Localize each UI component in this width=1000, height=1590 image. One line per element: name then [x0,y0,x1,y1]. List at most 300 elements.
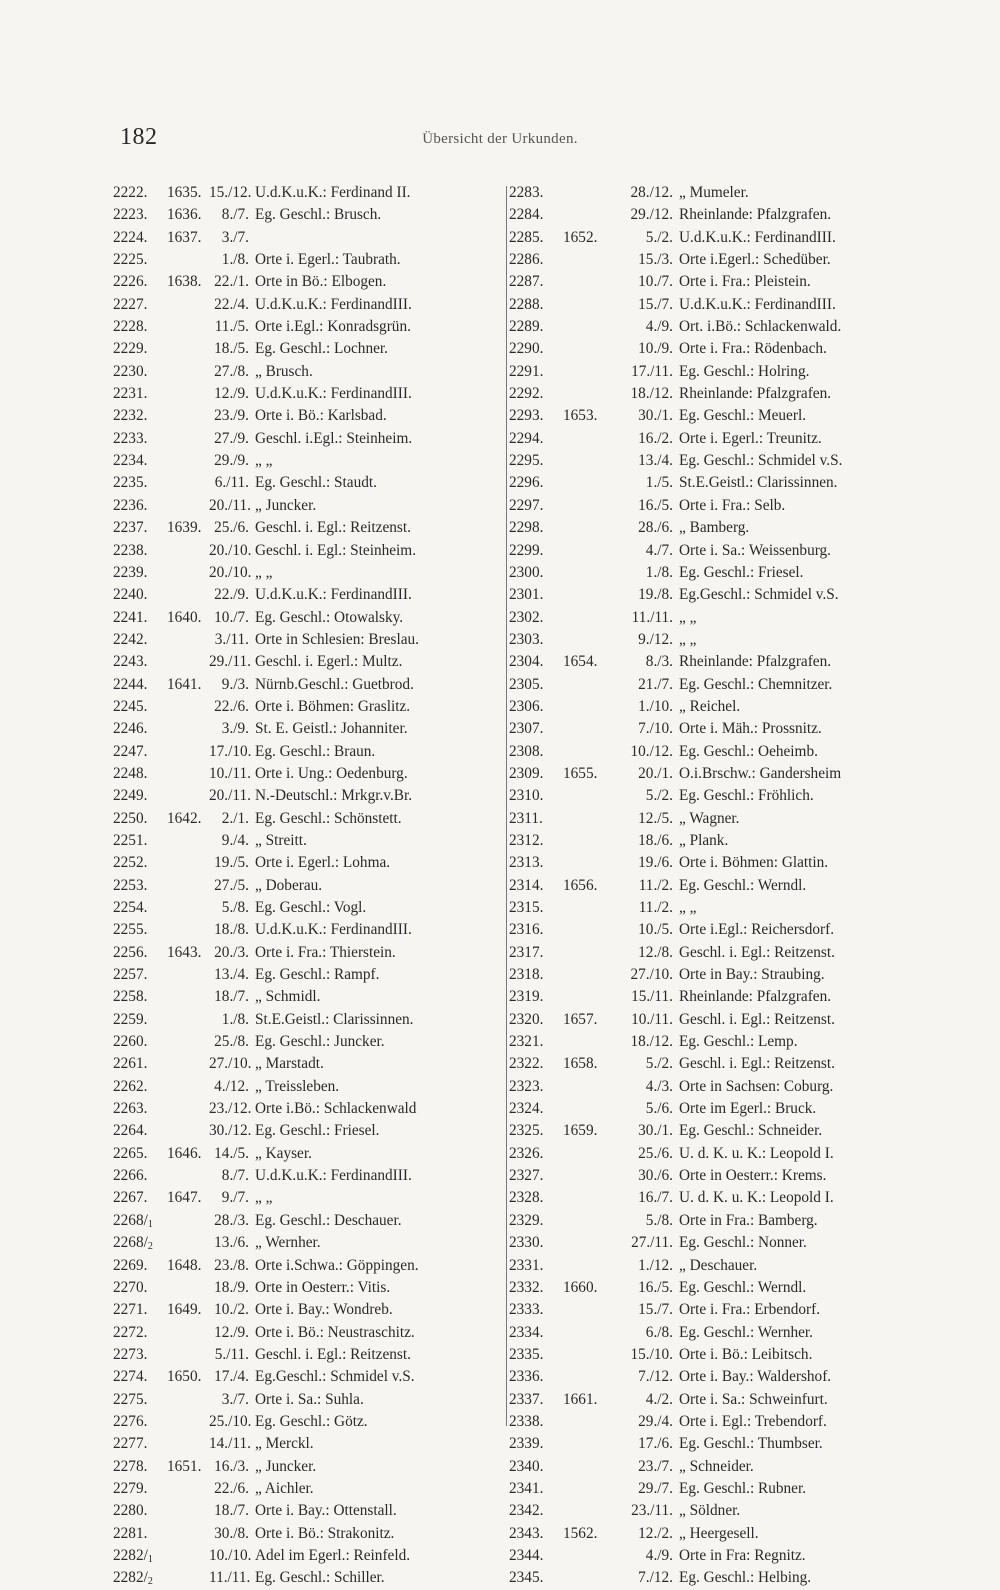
entry-description: Orte i. Egerl.: Taubrath. [255,251,401,269]
entry-number-text: 2278. [113,1457,148,1475]
entry-year [563,1433,605,1455]
entry-description: Eg. Geschl.: Schneider. [679,1122,823,1140]
entry-date: 27./11. [631,1234,673,1252]
entry-number [509,1277,563,1299]
entry-number [509,629,563,651]
entry-number [509,986,563,1008]
register-entry [509,517,909,539]
entry-year [563,338,605,360]
entry-year [167,1076,209,1098]
entry-year: 1653. [563,407,598,425]
entry-year: 1640. [167,608,202,626]
entry-date: 11./11. [631,608,673,626]
entry-number [509,1299,563,1321]
entry-number-text: 2263. [113,1100,148,1118]
entry-description: Geschl. i. Egl.: Reitzenst. [679,1055,835,1073]
entry-year: 1648. [167,1256,202,1274]
entry-description: „ „ [255,452,273,470]
entry-number [509,1411,563,1433]
entry-date: 20./10. [209,541,252,559]
entry-number-text: 2307. [509,720,544,738]
register-entry [113,651,505,673]
entry-number [113,1567,167,1589]
entry-number [113,651,167,673]
entry-number [509,1076,563,1098]
register-entry [113,1366,505,1388]
entry-description: Rheinlande: Pfalzgrafen. [679,385,832,403]
register-entry [113,674,505,696]
entry-number [509,1143,563,1165]
entry-date: 16./5. [638,1278,673,1296]
register-entry [113,808,505,830]
entry-date: 23./8. [214,1256,249,1274]
entry-date: 20./11. [209,496,251,514]
register-entry [509,1433,909,1455]
entry-date: 12./9. [214,1323,249,1341]
entry-description: Eg. Geschl.: Deschauer. [255,1211,402,1229]
column-divider [506,186,507,1426]
entry-description: Orte i. Bö.: Leibitsch. [679,1345,813,1363]
register-entry [509,763,909,785]
entry-number-text: 2235. [113,474,148,492]
entry-date: 10./10. [209,1546,252,1564]
entry-number [509,1232,563,1254]
entry-number-text: 2253. [113,876,148,894]
entry-year [563,897,605,919]
entry-date: 19./5. [214,854,249,872]
entry-number [113,1098,167,1120]
entry-year [167,1009,209,1031]
entry-description: Eg. Geschl.: Braun. [255,742,376,760]
entry-number [509,674,563,696]
register-entry [113,629,505,651]
register-entry [113,1456,505,1478]
entry-description: Eg. Geschl.: Oeheimb. [679,742,818,760]
register-entry [113,741,505,763]
register-entry [509,249,909,271]
entry-date: 27./9. [214,429,249,447]
entry-year [563,741,605,763]
entry-description: Geschl. i. Egl.: Reitzenst. [679,1010,835,1028]
entry-year [167,1098,209,1120]
entry-number-text: 2293. [509,407,544,425]
entry-description: Eg. Geschl.: Helbing. [679,1569,812,1587]
entry-date: 19./8. [638,586,673,604]
register-entry [113,495,505,517]
entry-description: Orte i. Bö.: Neustraschitz. [255,1323,415,1341]
entry-year [563,361,605,383]
register-entry [113,897,505,919]
register-entry [509,696,909,718]
entry-description: „ Kayser. [255,1144,312,1162]
entry-year [563,428,605,450]
entry-number [113,674,167,696]
entry-number [113,1187,167,1209]
entry-year [167,472,209,494]
entry-description: Eg. Geschl.: Rampf. [255,966,380,984]
entry-number-text: 2345. [509,1569,544,1587]
entry-number-text: 2226. [113,273,148,291]
entry-description: Orte in Oesterr.: Krems. [679,1167,827,1185]
register-entry [509,1567,909,1589]
entry-description: „ Söldner. [679,1502,741,1520]
entry-number [113,405,167,427]
entry-date: 15./3. [638,251,673,269]
entry-year [563,1567,605,1589]
entry-year [563,785,605,807]
entry-number-text: 2243. [113,653,148,671]
entry-year [563,964,605,986]
entry-date: 7./12. [638,1569,673,1587]
entry-date: 25./10. [209,1412,252,1430]
entry-number-text: 2260. [113,1033,148,1051]
entry-year: 1657. [563,1010,598,1028]
entry-description: Orte i. Fra.: Pleistein. [679,273,811,291]
entry-number-text: 2256. [113,943,148,961]
entry-year [563,1366,605,1388]
entry-number-text: 2337. [509,1390,544,1408]
entry-number-text: 2250. [113,809,148,827]
entry-date: 12./5. [638,809,673,827]
entry-number-text: 2227. [113,295,148,313]
entry-description: U.d.K.u.K.: Ferdinand II. [255,184,411,201]
entry-date: 11./2. [638,899,673,916]
entry-description: Eg. Geschl.: Staudt. [255,474,377,492]
register-entry [509,361,909,383]
entry-date: 22./6. [214,697,249,715]
entry-number [509,540,563,562]
entry-number [113,1545,167,1567]
entry-number [509,830,563,852]
register-entry [113,316,505,338]
entry-year [563,1344,605,1366]
entry-number-text: 2225. [113,251,148,269]
entry-description: Eg. Geschl.: Brusch. [255,206,382,224]
entry-description: Orte in Bö.: Elbogen. [255,273,387,291]
entry-number [113,361,167,383]
entry-number-subscript: 2 [147,1241,153,1253]
register-entry [113,830,505,852]
register-entry [113,562,505,584]
entry-date: 13./4. [214,966,249,984]
entry-number-text: 2280. [113,1502,148,1520]
register-entry [509,1031,909,1053]
entry-year [563,562,605,584]
entry-year [167,964,209,986]
entry-year [563,1255,605,1277]
entry-date: 3./7. [221,1390,249,1408]
entry-number-text: 2344. [509,1546,544,1564]
entry-number [509,607,563,629]
entry-date: 21./7. [638,675,673,693]
entry-year [563,696,605,718]
register-entry [509,964,909,986]
entry-year: 1659. [563,1122,598,1140]
entry-year [167,405,209,427]
register-entry [509,1277,909,1299]
entry-description: „ Reichel. [679,697,741,715]
entry-date: 22./6. [214,1479,249,1497]
register-entry [113,1389,505,1411]
entry-description: Orte in Schlesien: Breslau. [255,630,419,648]
entry-description: Orte in Oesterr.: Vitis. [255,1278,391,1296]
entry-year [167,1567,209,1589]
entry-number-text: 2330. [509,1234,544,1252]
entry-number-text: 2334. [509,1323,544,1341]
register-entry [113,1031,505,1053]
entry-date: 29./7. [638,1479,673,1497]
entry-year [167,338,209,360]
entry-date: 29./11. [209,653,251,671]
entry-number-text: 2265. [113,1144,148,1162]
entry-number [113,1433,167,1455]
entry-number-text: 2289. [509,318,544,336]
entry-year: 1661. [563,1390,598,1408]
entry-description: Orte i.Egl.: Konradsgrün. [255,318,411,336]
entry-description: Eg. Geschl.: Schönstett. [255,809,402,827]
entry-number [509,942,563,964]
entry-description: Orte i. Sa.: Suhla. [255,1390,364,1408]
entry-number [113,1009,167,1031]
entry-number-text: 2323. [509,1077,544,1095]
entry-number [509,450,563,472]
page-number: 182 [120,124,158,150]
entry-number [113,204,167,226]
register-entry [509,852,909,874]
entry-number-text: 2329. [509,1211,544,1229]
entry-date: 30./12. [209,1122,252,1140]
entry-date: 18./8. [214,921,249,939]
entry-date: 10./11. [209,764,251,782]
entry-description [255,227,505,249]
entry-description: „ Treissleben. [255,1077,340,1095]
entry-year [563,1322,605,1344]
entry-number-text: 2288. [509,295,544,313]
register-entry [509,942,909,964]
entry-date: 16./7. [638,1189,673,1207]
register-entry [113,1076,505,1098]
entry-number-text: 2336. [509,1368,544,1386]
entry-description: „ „ [679,608,697,626]
register-entry [509,986,909,1008]
entry-number [113,182,167,204]
entry-date: 25./6. [214,519,249,537]
entry-description: St.E.Geistl.: Clarissinnen. [255,1010,414,1028]
entry-description: Eg. Geschl.: Nonner. [679,1234,807,1252]
entry-date: 18./9. [214,1278,249,1296]
entry-year: 1639. [167,519,202,537]
entry-date: 18./12. [630,385,673,403]
entry-number-text: 2254. [113,899,148,916]
register-entry [113,1545,505,1567]
entry-description: „ Schmidl. [255,988,321,1006]
entry-number [509,1210,563,1232]
entry-year [167,562,209,584]
entry-description: „ Aichler. [255,1479,314,1497]
entry-description: Eg. Geschl.: Thumbser. [679,1435,823,1453]
entry-number-text: 2238. [113,541,148,559]
entry-number-text: 2249. [113,787,148,805]
entry-date: 4./9. [645,318,673,336]
entry-description: Eg. Geschl.: Otowalsky. [255,608,404,626]
entry-date: 11./5. [214,318,249,336]
entry-description: Eg. Geschl.: Götz. [255,1412,368,1430]
entry-number-text: 2277. [113,1435,148,1453]
entry-description: Orte i. Bö.: Strakonitz. [255,1524,395,1542]
entry-number-text: 2312. [509,831,544,849]
entry-number [509,875,563,897]
entry-year [563,383,605,405]
entry-date: 30./1. [638,1122,673,1140]
entry-date: 20./11. [209,787,251,805]
entry-number-text: 2245. [113,697,148,715]
register-entry [509,1120,909,1142]
entry-year [563,1545,605,1567]
entry-year: 1643. [167,943,202,961]
entry-year [563,1299,605,1321]
entry-year [563,472,605,494]
entry-number [509,1567,563,1589]
entry-description: Eg. Geschl.: Lochner. [255,340,388,358]
entry-description: Orte i. Böhmen: Glattin. [679,854,829,872]
register-entry [509,629,909,651]
entry-number [509,1165,563,1187]
register-entry [113,1009,505,1031]
entry-year [563,942,605,964]
register-entry [113,718,505,740]
entry-number [509,763,563,785]
entry-year [167,294,209,316]
register-entry [113,763,505,785]
entry-description: Orte i. Sa.: Weissenburg. [679,541,832,559]
entry-description: Orte in Fra.: Bamberg. [679,1211,818,1229]
entry-number-text: 2231. [113,385,148,403]
entry-number [113,830,167,852]
entry-number [113,450,167,472]
entry-number [113,1322,167,1344]
entry-date: 12./8. [638,943,673,961]
entry-year [167,249,209,271]
entry-date: 9./3. [221,675,249,693]
entry-number [113,227,167,249]
entry-number-text: 2309. [509,764,544,782]
entry-date: 12./9. [214,385,249,403]
entry-description: Rheinlande: Pfalzgrafen. [679,653,832,671]
register-entry [113,852,505,874]
entry-year [167,1411,209,1433]
register-entry [113,964,505,986]
register-entry [509,1076,909,1098]
entry-description: U. d. K. u. K.: Leopold I. [679,1189,834,1207]
register-entry [113,1411,505,1433]
entry-number [509,517,563,539]
entry-number-text: 2285. [509,228,544,246]
entry-number [113,1076,167,1098]
entry-number [113,562,167,584]
entry-year [167,1433,209,1455]
register-entry [113,271,505,293]
entry-number [113,629,167,651]
entry-number [113,1456,167,1478]
entry-date: 11./2. [638,876,673,894]
entry-number-text: 2286. [509,251,544,269]
entry-number [113,942,167,964]
entry-number-text: 2297. [509,496,544,514]
register-entry [509,383,909,405]
entry-number-text: 2247. [113,742,148,760]
register-entry [113,1344,505,1366]
entry-number-text: 2273. [113,1345,148,1363]
entry-number-text: 2339. [509,1435,544,1453]
entry-year [563,629,605,651]
register-entry [509,1053,909,1075]
entry-year: 1638. [167,273,202,291]
entry-description: Eg. Geschl.: Friesel. [679,563,804,581]
entry-year [563,830,605,852]
entry-year [563,450,605,472]
entry-number-text: 2282/ [113,1569,148,1587]
entry-year [563,1187,605,1209]
entry-number-text: 2296. [509,474,544,492]
entry-year [167,629,209,651]
entry-year [563,1165,605,1187]
entry-number-text: 2232. [113,407,148,425]
entry-number-text: 2279. [113,1479,148,1497]
entry-number-text: 2294. [509,429,544,447]
register-entry [509,316,909,338]
entry-number-text: 2335. [509,1345,544,1363]
entry-date: 11./11. [209,1569,251,1587]
entry-number-text: 2261. [113,1055,148,1073]
entry-description: Eg. Geschl.: Vogl. [255,899,367,916]
entry-year [167,428,209,450]
entry-number-text: 2229. [113,340,148,358]
entry-year: 1642. [167,809,202,827]
entry-number-text: 2311. [509,809,543,827]
entry-number [509,897,563,919]
entry-number-text: 2321. [509,1033,544,1051]
entry-date: 30./1. [638,407,673,425]
entry-description: „ Heergesell. [679,1524,759,1542]
entry-number [509,1500,563,1522]
entry-number-text: 2292. [509,385,544,403]
register-entry [113,1143,505,1165]
entry-year [167,1053,209,1075]
entry-description: Orte i.Egerl.: Schedüber. [679,251,831,269]
entry-date: 23./11. [631,1502,673,1520]
entry-description: Geschl. i. Egl.: Reitzenst. [255,519,411,537]
register-entry [509,271,909,293]
entry-number-text: 2302. [509,608,544,626]
entry-year [563,249,605,271]
entry-date: 18./6. [638,831,673,849]
entry-date: 19./6. [638,854,673,872]
entry-number [113,718,167,740]
entry-number [509,852,563,874]
entry-year [563,919,605,941]
entry-date: 18./7. [214,988,249,1006]
entry-number-text: 2264. [113,1122,148,1140]
entry-description: Orte in Bay.: Straubing. [679,966,825,984]
entry-description: „ Streitt. [255,831,307,849]
entry-description: Ort. i.Bö.: Schlackenwald. [679,318,842,336]
register-entry [509,897,909,919]
entry-date: 1./8. [645,563,673,581]
entry-number [113,1389,167,1411]
entry-date: 20./10. [209,563,252,581]
entry-description: „ Schneider. [679,1457,754,1475]
register-entry [509,405,909,427]
